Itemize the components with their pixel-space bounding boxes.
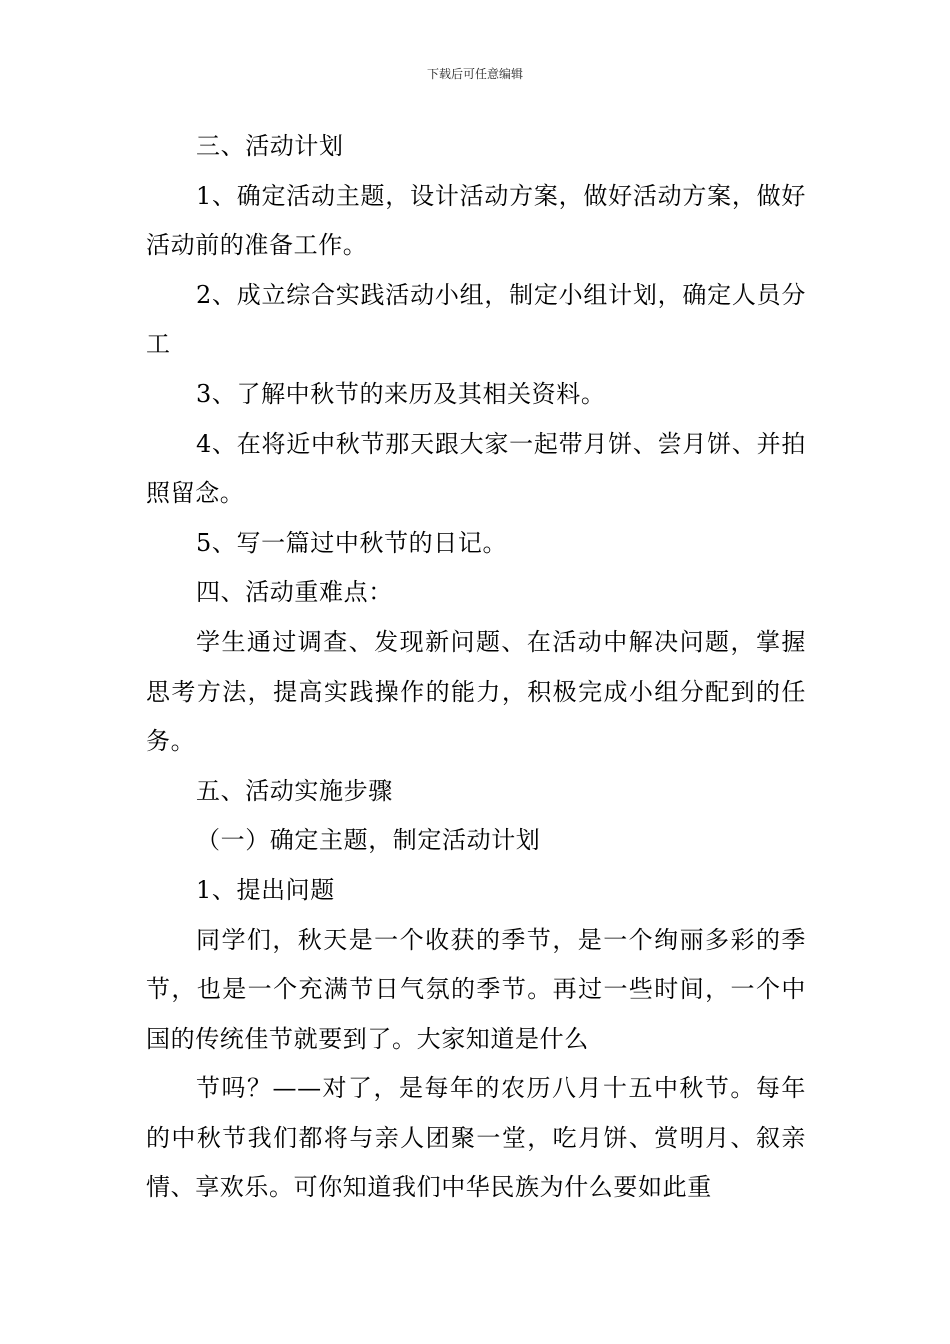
body-paragraph-mid-autumn: 节吗？——对了，是每年的农历八月十五中秋节。每年的中秋节我们都将与亲人团聚一堂，吃月饼、赏明月、叙亲情、享欢乐。可你知道我们中华民族为什么要如此重 [146,1074,806,1202]
body-paragraph-intro: 同学们，秋天是一个收获的季节，是一个绚丽多彩的季节，也是一个充满节日气氛的季节。再过一些时间，一个中国的传统佳节就要到了。大家知道是什么 [146,925,806,1053]
plan-item-4: 4、在将近中秋节那天跟大家一起带月饼、尝月饼、并拍照留念。 [146,429,806,508]
plan-item-5: 5、写一篇过中秋节的日记。 [196,528,508,557]
subsection-heading-topic: （一）确定主题，制定活动计划 [196,826,541,855]
section-heading-activity-plan: 三、活动计划 [196,132,344,160]
section-heading-implementation: 五、活动实施步骤 [196,776,393,805]
document-body [146,122,806,1213]
plan-item-2: 2、成立综合实践活动小组，制定小组计划，确定人员分工 [146,280,806,359]
plan-item-1: 1、确定活动主题，设计活动方案，做好活动方案，做好活动前的准备工作。 [146,181,806,260]
page-header: 下载后可任意编辑 [426,67,523,81]
step-heading-raise-question: 1、提出问题 [196,875,335,904]
key-points-paragraph: 学生通过调查、发现新问题、在活动中解决问题，掌握思考方法，提高实践操作的能力，积极完成小组分配到的任务。 [146,627,806,756]
plan-item-3: 3、了解中秋节的来历及其相关资料。 [196,379,606,408]
section-heading-key-points: 四、活动重难点： [196,578,393,607]
